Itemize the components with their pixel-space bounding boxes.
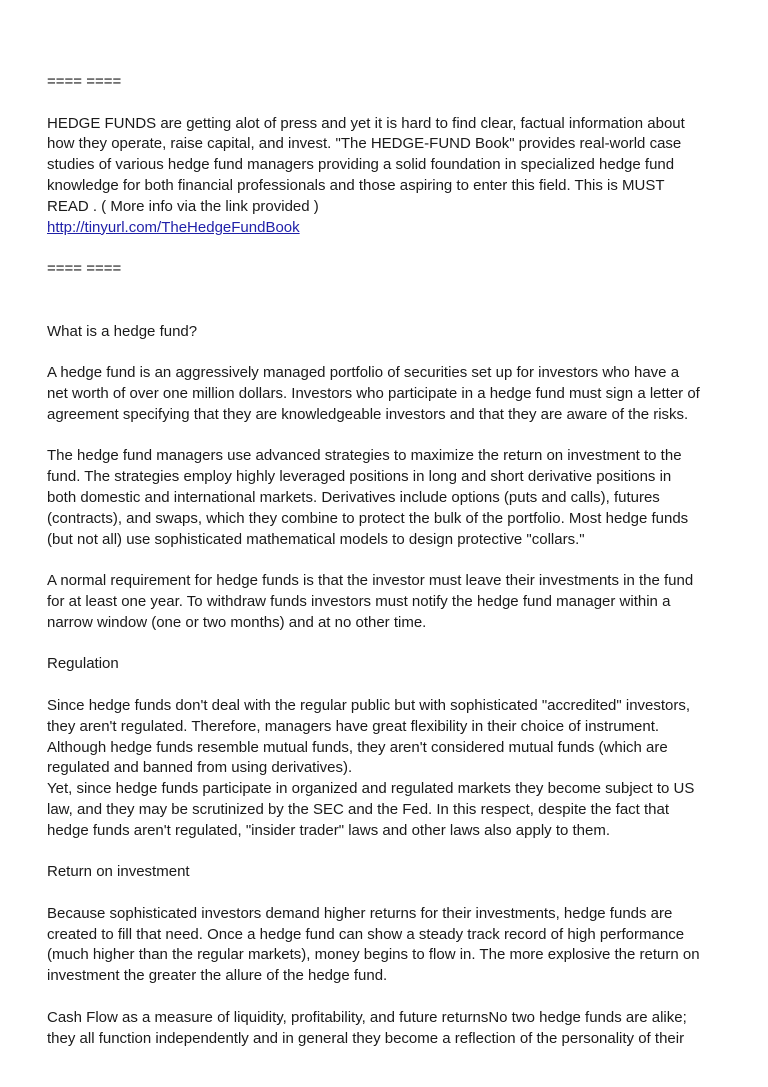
heading-regulation: Regulation (47, 655, 119, 673)
intro-line: READ . ( More info via the link provided ) (47, 197, 319, 215)
text-line: law, and they may be scrutinized by the SEC and the Fed. In this respect, despite the fact that (47, 800, 670, 818)
text-line: hedge funds aren't regulated, "insider trader" laws and other laws also apply to them. (47, 821, 611, 839)
paragraph-what (47, 363, 737, 425)
book-link[interactable]: http://tinyurl.com/TheHedgeFundBook (47, 218, 300, 236)
paragraph-requirement (47, 571, 737, 633)
heading-what-is-hedge-fund: What is a hedge fund? (47, 322, 198, 340)
text-line: (contracts), and swaps, which they combine to protect the bulk of the portfolio. Most hedge funds (47, 509, 689, 527)
text-line: both domestic and international markets. Derivatives include options (puts and calls), futures (47, 488, 660, 506)
intro-line: knowledge for both financial professionals and those aspiring to enter this field. This is MUST (47, 176, 665, 194)
text-line: investment the greater the allure of the hedge fund. (47, 967, 388, 985)
heading-return-on-investment: Return on investment (47, 863, 190, 881)
text-line: narrow window (one or two months) and at no other time. (47, 613, 427, 631)
text-line: (but not all) use sophisticated mathematical models to design protective "collars." (47, 530, 585, 548)
text-line: The hedge fund managers use advanced strategies to maximize the return on investment to the (47, 447, 682, 465)
text-line: Although hedge funds resemble mutual funds, they aren't considered mutual funds (which are (47, 738, 668, 756)
text-line: created to fill that need. Once a hedge fund can show a steady track record of high performance (47, 925, 685, 943)
text-line: Since hedge funds don't deal with the regular public but with sophisticated "accredited" investors, (47, 696, 691, 714)
paragraph-strategies (47, 446, 737, 550)
spacer (47, 301, 737, 322)
text-line: agreement specifying that they are knowledgeable investors and that they are aware of the risks. (47, 405, 689, 423)
text-line: regulated and banned from using derivatives). (47, 759, 353, 777)
text-line: for at least one year. To withdraw funds investors must notify the hedge fund manager within a (47, 592, 671, 610)
text-line: Yet, since hedge funds participate in organized and regulated markets they become subject to US (47, 780, 695, 798)
text-line: Cash Flow as a measure of liquidity, profitability, and future returnsNo two hedge funds are alike; (47, 1008, 687, 1026)
document-page (47, 72, 737, 1070)
intro-line: how they operate, raise capital, and invest. "The HEDGE-FUND Book" provides real-world case (47, 135, 682, 153)
text-line: A hedge fund is an aggressively managed portfolio of securities set up for investors who have a (47, 364, 680, 382)
separator-bottom: ==== ==== (47, 260, 122, 278)
paragraph-regulation (47, 696, 737, 842)
intro-line: HEDGE FUNDS are getting alot of press and yet it is hard to find clear, factual information about (47, 114, 685, 132)
text-line: they aren't regulated. Therefore, managers have great flexibility in their choice of instrument. (47, 717, 660, 735)
intro-line: studies of various hedge fund managers providing a solid foundation in specialized hedge fund (47, 156, 675, 174)
separator-top: ==== ==== (47, 73, 122, 90)
intro-paragraph (47, 114, 737, 239)
text-line: net worth of over one million dollars. Investors who participate in a hedge fund must sign a letter of (47, 384, 700, 402)
text-line: A normal requirement for hedge funds is that the investor must leave their investments in the fund (47, 572, 694, 590)
paragraph-cash-flow (47, 1008, 737, 1050)
paragraph-return (47, 904, 737, 987)
text-line: fund. The strategies employ highly leveraged positions in long and short derivative positions in (47, 468, 672, 486)
text-line: they all function independently and in general they become a reflection of the personality of their (47, 1029, 685, 1047)
text-line: (much higher than the regular markets), money begins to flow in. The more explosive the return on (47, 946, 700, 964)
text-line: Because sophisticated investors demand higher returns for their investments, hedge funds are (47, 904, 673, 922)
